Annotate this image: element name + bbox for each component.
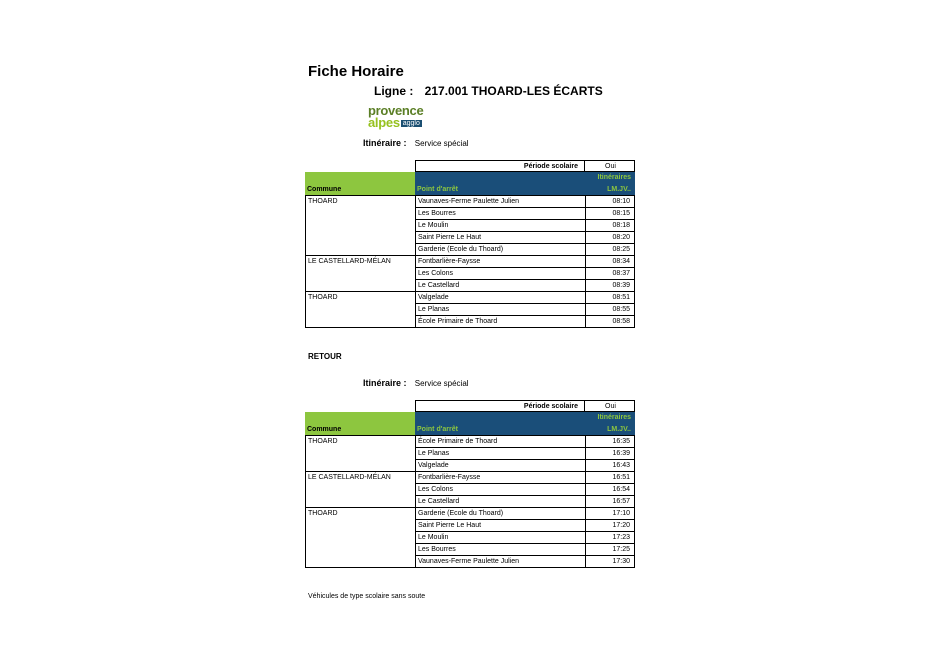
- period-value: Oui: [585, 400, 635, 412]
- time-cell: 17:10: [585, 508, 635, 520]
- period-label: Période scolaire: [415, 400, 585, 412]
- logo-badge-agglo: agglo: [402, 120, 420, 127]
- commune-cell: [305, 280, 415, 292]
- stop-cell: Les Colons: [415, 484, 585, 496]
- stop-cell: Saint Pierre Le Haut: [415, 520, 585, 532]
- time-cell: 08:25: [585, 244, 635, 256]
- footnote: Véhicules de type scolaire sans soute: [308, 593, 426, 600]
- commune-cell: [305, 244, 415, 256]
- time-cell: 08:51: [585, 292, 635, 304]
- itineraries-blank: [305, 412, 415, 424]
- itinerary-value: Service spécial: [414, 139, 469, 148]
- time-cell: 08:39: [585, 280, 635, 292]
- itinerary-label: Itinéraire :: [363, 138, 407, 148]
- stop-cell: Vaunaves-Ferme Paulette Julien: [415, 196, 585, 208]
- commune-cell: [305, 556, 415, 568]
- stop-cell: Les Bourres: [415, 544, 585, 556]
- time-cell: 17:25: [585, 544, 635, 556]
- time-cell: 16:54: [585, 484, 635, 496]
- col-days: LM.JV..: [585, 184, 635, 196]
- time-cell: 08:34: [585, 256, 635, 268]
- commune-cell: [305, 316, 415, 328]
- col-stop: Point d'arrêt: [415, 424, 585, 436]
- commune-cell: [305, 220, 415, 232]
- commune-cell: THOARD: [305, 508, 415, 520]
- logo-word-provence: provence: [368, 103, 424, 118]
- stop-cell: Valgelade: [415, 460, 585, 472]
- itinerary-aller: [363, 138, 469, 148]
- commune-cell: LE CASTELLARD-MÉLAN: [305, 256, 415, 268]
- stop-cell: Saint Pierre Le Haut: [415, 232, 585, 244]
- itinerary-value: Service spécial: [414, 379, 469, 388]
- stop-cell: Le Moulin: [415, 532, 585, 544]
- commune-cell: [305, 532, 415, 544]
- line-name: 217.001 THOARD-LES ÉCARTS: [424, 84, 603, 98]
- commune-cell: [305, 448, 415, 460]
- period-value: Oui: [585, 160, 635, 172]
- stop-cell: Fontbarlière-Faysse: [415, 256, 585, 268]
- commune-cell: [305, 544, 415, 556]
- stop-cell: École Primaire de Thoard: [415, 436, 585, 448]
- time-cell: 08:58: [585, 316, 635, 328]
- commune-cell: [305, 484, 415, 496]
- stop-cell: Garderie (Ecole du Thoard): [415, 508, 585, 520]
- stop-cell: Le Planas: [415, 304, 585, 316]
- time-cell: 17:20: [585, 520, 635, 532]
- col-commune: Commune: [305, 184, 415, 196]
- time-cell: 08:18: [585, 220, 635, 232]
- commune-cell: [305, 304, 415, 316]
- time-cell: 08:37: [585, 268, 635, 280]
- provence-alpes-agglo-logo: [368, 104, 432, 128]
- commune-cell: THOARD: [305, 436, 415, 448]
- time-cell: 08:15: [585, 208, 635, 220]
- commune-cell: THOARD: [305, 196, 415, 208]
- stop-cell: Garderie (Ecole du Thoard): [415, 244, 585, 256]
- itineraries-label: Itinéraires: [415, 412, 635, 424]
- col-stop: Point d'arrêt: [415, 184, 585, 196]
- itineraries-blank: [305, 172, 415, 184]
- time-cell: 08:10: [585, 196, 635, 208]
- commune-cell: THOARD: [305, 292, 415, 304]
- time-cell: 16:51: [585, 472, 635, 484]
- time-cell: 16:57: [585, 496, 635, 508]
- period-label: Période scolaire: [415, 160, 585, 172]
- stop-cell: Le Castellard: [415, 280, 585, 292]
- commune-cell: [305, 208, 415, 220]
- time-cell: 16:35: [585, 436, 635, 448]
- stop-cell: Vaunaves-Ferme Paulette Julien: [415, 556, 585, 568]
- time-cell: 17:23: [585, 532, 635, 544]
- itinerary-retour: [363, 378, 469, 388]
- stop-cell: Le Planas: [415, 448, 585, 460]
- itineraries-label: Itinéraires: [415, 172, 635, 184]
- stop-cell: Les Bourres: [415, 208, 585, 220]
- time-cell: 08:20: [585, 232, 635, 244]
- line-title: [374, 84, 603, 98]
- commune-cell: [305, 268, 415, 280]
- commune-cell: [305, 232, 415, 244]
- commune-cell: [305, 460, 415, 472]
- col-days: LM.JV..: [585, 424, 635, 436]
- stop-cell: Valgelade: [415, 292, 585, 304]
- stop-cell: Le Castellard: [415, 496, 585, 508]
- time-cell: 16:43: [585, 460, 635, 472]
- commune-cell: [305, 496, 415, 508]
- time-cell: 08:55: [585, 304, 635, 316]
- col-commune: Commune: [305, 424, 415, 436]
- time-cell: 16:39: [585, 448, 635, 460]
- time-cell: 17:30: [585, 556, 635, 568]
- page-title: Fiche Horaire: [308, 63, 404, 80]
- line-label: Ligne :: [374, 84, 414, 98]
- commune-cell: [305, 520, 415, 532]
- stop-cell: Les Colons: [415, 268, 585, 280]
- stop-cell: Fontbarlière-Faysse: [415, 472, 585, 484]
- logo-word-alpes-text: alpes: [368, 115, 400, 130]
- section-heading-retour: RETOUR: [308, 352, 342, 361]
- stop-cell: École Primaire de Thoard: [415, 316, 585, 328]
- stop-cell: Le Moulin: [415, 220, 585, 232]
- commune-cell: LE CASTELLARD-MÉLAN: [305, 472, 415, 484]
- itinerary-label: Itinéraire :: [363, 378, 407, 388]
